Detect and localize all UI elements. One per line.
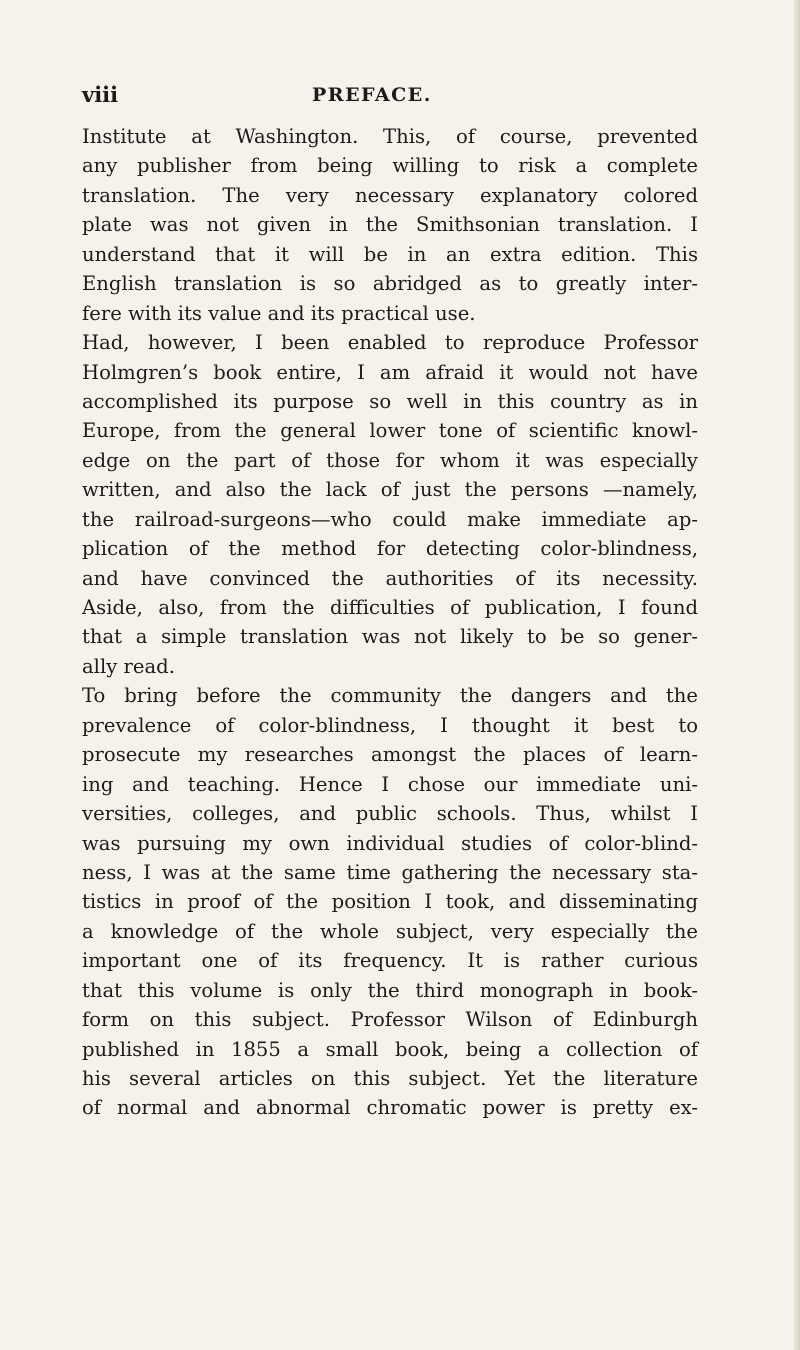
text-line: his several articles on this subject. Yet the literature [82, 1067, 698, 1090]
text-line: form on this subject. Professor Wilson of Edinburgh [82, 1008, 698, 1032]
text-line: ness, I was at the same time gathering the necessary sta- [82, 860, 698, 884]
text-line: written, and also the lack of just the persons —namely, [82, 478, 698, 502]
text-line: versities, colleges, and public schools. Thus, whilst I [82, 802, 698, 826]
text-line: Aside, also, from the difficulties of publication, I found [82, 596, 698, 619]
text-line: important one of its frequency. It is rather curious [82, 949, 698, 973]
text-line: Institute at Washington. This, of course, prevented [82, 125, 698, 148]
text-line: that a simple translation was not likely to be so gener- [82, 625, 698, 649]
text-line: accomplished its purpose so well in this country as in [82, 389, 698, 413]
text-line: plication of the method for detecting color-blindness, [82, 537, 698, 561]
text-line: understand that it will be in an extra edition. This [82, 242, 698, 266]
text-line: a knowledge of the whole subject, very especially the [82, 919, 698, 943]
running-head: PREFACE. [312, 84, 432, 106]
body-text [82, 122, 698, 1123]
page-header [82, 82, 698, 112]
page-edge [794, 0, 800, 1350]
text-line: was pursuing my own individual studies of color-blind- [82, 831, 698, 855]
text-line: Had, however, I been enabled to reproduce Professor [82, 331, 698, 355]
text-line: the railroad-surgeons—who could make immediate ap- [82, 507, 698, 531]
text-line: that this volume is only the third monograph in book- [82, 978, 698, 1002]
text-line: To bring before the community the dangers and the [82, 684, 698, 708]
text-line: prosecute my researches amongst the places of learn- [82, 743, 698, 767]
text-line: tistics in proof of the position I took, and disseminating [82, 890, 698, 914]
text-line: ally read. [82, 654, 175, 678]
text-line: Europe, from the general lower tone of scientific knowl- [82, 419, 698, 443]
text-line: English translation is so abridged as to greatly inter- [82, 272, 698, 296]
text-line: published in 1855 a small book, being a collection of [82, 1037, 698, 1061]
text-line: translation. The very necessary explanatory colored [82, 183, 698, 207]
text-line: prevalence of color-blindness, I thought it best to [82, 713, 698, 737]
text-line: of normal and abnormal chromatic power is pretty ex- [82, 1096, 698, 1120]
text-line: and have convinced the authorities of its necessity. [82, 566, 698, 590]
text-line: fere with its value and its practical use. [82, 301, 476, 325]
text-line: edge on the part of those for whom it was especially [82, 448, 698, 472]
page-number: viii [82, 82, 119, 107]
text-line: any publisher from being willing to risk a complete [82, 154, 698, 178]
text-line: Holmgren’s book entire, I am afraid it would not have [82, 360, 698, 384]
text-line: plate was not given in the Smithsonian translation. I [82, 213, 698, 237]
text-line: ing and teaching. Hence I chose our immediate uni- [82, 772, 698, 796]
